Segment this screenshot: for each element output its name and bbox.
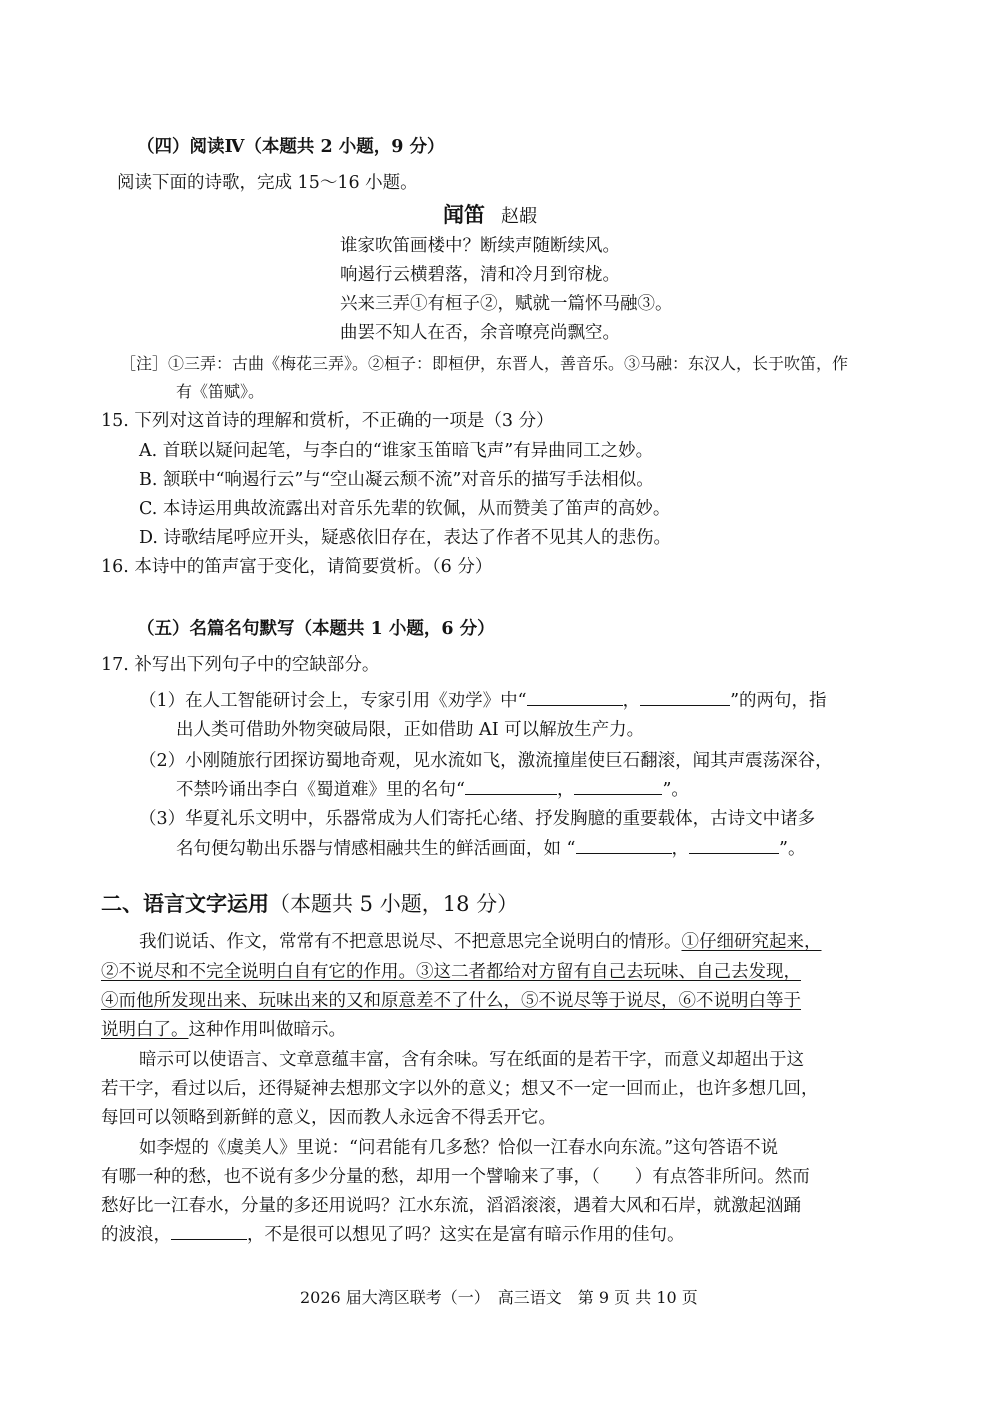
part2-p1-line3: ④而他所发现出来、玩味出来的又和原意差不了什么，⑤不说尽等于说尽，⑥不说明白等于 (101, 991, 801, 1011)
answer-blank[interactable] (465, 779, 557, 795)
part2-p3-line3: 愁好比一江春水，分量的多还用说吗？江水东流，滔滔滚滚，遇着大风和石岸，就激起汹踊 (101, 1196, 801, 1216)
q15-option-a: A. 首联以疑问起笔，与李白的“谁家玉笛暗飞声”有异曲同工之妙。 (139, 441, 654, 461)
answer-blank[interactable] (576, 838, 672, 854)
part2-p3-line1: 如李煜的《虞美人》里说：“问君能有几多愁？恰似一江春水向东流。”这句答语不说 (139, 1138, 779, 1158)
q17-item1-line1: （1）在人工智能研讨会上，专家引用《劝学》中“ ， ”的两句，指 (139, 691, 827, 711)
q15-option-c: C. 本诗运用典故流露出对音乐先辈的钦佩，从而赞美了笛声的高妙。 (139, 499, 671, 519)
answer-blank[interactable] (171, 1224, 247, 1240)
q16-stem: 16. 本诗中的笛声富于变化，请简要赏析。（6 分） (101, 557, 493, 577)
answer-blank[interactable] (640, 690, 730, 706)
part2-p1-line1: 我们说话、作文，常常有不把意思说尽、不把意思完全说明白的情形。①仔细研究起来， (139, 932, 822, 952)
poem-note-line-2: 有《笛赋》。 (176, 382, 265, 401)
q15-option-d: D. 诗歌结尾呼应开头，疑惑依旧存在，表达了作者不见其人的悲伤。 (139, 528, 672, 548)
section4-heading: （四）阅读Ⅳ（本题共 2 小题，9 分） (137, 137, 445, 157)
poem-author: 赵嘏 (501, 206, 537, 227)
answer-blank[interactable] (689, 838, 779, 854)
q17-item2-line2: 不禁吟诵出李白《蜀道难》里的名句“ ， ”。 (176, 780, 689, 800)
page-footer: 2026 届大湾区联考（一） 高三语文 第 9 页 共 10 页 (300, 1288, 698, 1307)
part2-p2-line2: 若干字，看过以后，还得疑神去想那文字以外的意义；想又不一定一回而止，也许多想几回， (101, 1079, 819, 1099)
q17-item2-line1: （2）小刚随旅行团探访蜀地奇观，见水流如飞，激流撞崖使巨石翻滚，闻其声震荡深谷， (139, 751, 833, 771)
section4-intro: 阅读下面的诗歌，完成 15～16 小题。 (117, 173, 418, 193)
part2-p1-line4: 说明白了。这种作用叫做暗示。 (101, 1020, 346, 1040)
q17-stem: 17. 补写出下列句子中的空缺部分。 (101, 655, 380, 675)
q17-item1-line2: 出人类可借助外物突破局限，正如借助 AI 可以解放生产力。 (176, 720, 645, 740)
poem-note-line-1: ［注］①三弄：古曲《梅花三弄》。②桓子：即桓伊，东晋人，善音乐。③马融：东汉人，长于吹笛，作 (120, 354, 849, 373)
poem-line-2: 响遏行云横碧落，清和冷月到帘栊。 (340, 265, 620, 285)
poem-line-4: 曲罢不知人在否，余音嘹亮尚飘空。 (340, 323, 620, 343)
poem-title: 闻笛 (443, 202, 485, 227)
section5-heading: （五）名篇名句默写（本题共 1 小题，6 分） (137, 619, 495, 639)
poem-title-row (443, 204, 537, 228)
q17-item3-line1: （3）华夏礼乐文明中，乐器常成为人们寄托心绪、抒发胸臆的重要载体，古诗文中诸多 (139, 809, 816, 829)
q15-stem: 15. 下列对这首诗的理解和赏析，不正确的一项是（3 分） (101, 411, 554, 431)
q17-item3-line2: 名句便勾勒出乐器与情感相融共生的鲜活画面，如 “ ， ”。 (176, 839, 806, 859)
q15-option-b: B. 颔联中“响遏行云”与“空山凝云颓不流”对音乐的描写手法相似。 (139, 470, 654, 490)
part2-p3-line4: 的波浪， ，不是很可以想见了吗？这实在是富有暗示作用的佳句。 (101, 1225, 685, 1245)
poem-line-3: 兴来三弄①有桓子②，赋就一篇怀马融③。 (340, 294, 673, 314)
answer-blank[interactable] (527, 690, 623, 706)
part2-p2-line1: 暗示可以使语言、文章意蕴丰富，含有余味。写在纸面的是若干字，而意义却超出于这 (139, 1050, 804, 1070)
part2-p1-line2: ②不说尽和不完全说明白自有它的作用。③这二者都给对方留有自己去玩味、自己去发现， (101, 962, 801, 982)
answer-blank[interactable] (574, 779, 662, 795)
poem-line-1: 谁家吹笛画楼中？断续声随断续风。 (340, 236, 620, 256)
part2-p3-line2: 有哪一种的愁，也不说有多少分量的愁，却用一个譬喻来了事，（ ）有点答非所问。然而 (101, 1167, 810, 1187)
part2-p2-line3: 每回可以领略到新鲜的意义，因而教人永远舍不得丢开它。 (101, 1108, 556, 1128)
part2-heading: 二、语言文字运用（本题共 5 小题，18 分） (101, 891, 519, 916)
